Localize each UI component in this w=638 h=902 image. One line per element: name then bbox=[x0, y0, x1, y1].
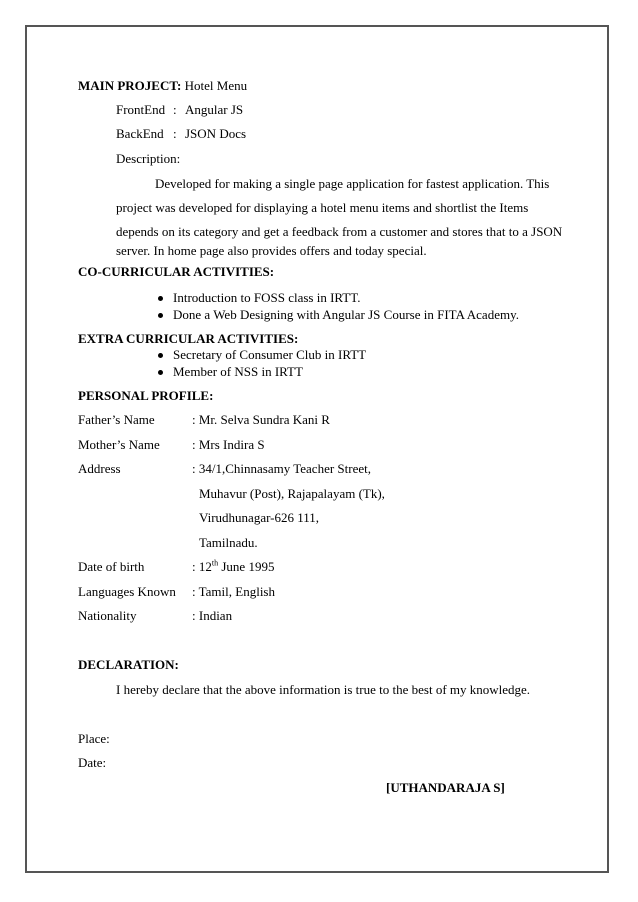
list-item-text: Member of NSS in IRTT bbox=[173, 364, 303, 379]
co-curricular-heading: CO-CURRICULAR ACTIVITIES: bbox=[78, 264, 275, 279]
main-project-heading: MAIN PROJECT: bbox=[78, 78, 182, 93]
list-item bbox=[173, 347, 366, 363]
place-label: Place: bbox=[78, 731, 110, 746]
declaration-heading: DECLARATION: bbox=[78, 657, 179, 672]
list-item bbox=[173, 290, 360, 306]
nationality-label: Nationality bbox=[78, 608, 137, 623]
bullet-icon bbox=[158, 313, 163, 318]
backend-label: BackEnd bbox=[116, 126, 164, 141]
backend-value: JSON Docs bbox=[185, 126, 247, 141]
address-line: Muhavur (Post), Rajapalayam (Tk), bbox=[199, 486, 385, 501]
bullet-icon bbox=[158, 296, 163, 301]
main-project-title: Hotel Menu bbox=[184, 78, 248, 93]
extra-curricular-heading: EXTRA CURRICULAR ACTIVITIES: bbox=[78, 331, 299, 346]
list-item-text: Introduction to FOSS class in IRTT. bbox=[173, 290, 361, 305]
dob-prefix: : 12 bbox=[192, 559, 212, 574]
address-line: Tamilnadu. bbox=[199, 535, 258, 550]
bullet-icon bbox=[158, 353, 163, 358]
dob-ordinal: th bbox=[211, 558, 219, 568]
description-line: project was developed for displaying a hotel menu items and shortlist the Items bbox=[116, 200, 529, 215]
address-label: Address bbox=[78, 461, 121, 476]
list-item-text: Secretary of Consumer Club in IRTT bbox=[173, 347, 367, 362]
mother-label: Mother’s Name bbox=[78, 437, 160, 452]
father-value: : Mr. Selva Sundra Kani R bbox=[192, 412, 330, 427]
nationality-value: : Indian bbox=[192, 608, 233, 623]
declaration-text: I hereby declare that the above information is true to the best of my knowledge. bbox=[116, 682, 531, 697]
father-label: Father’s Name bbox=[78, 412, 155, 427]
dob-label: Date of birth bbox=[78, 559, 145, 574]
frontend-value: Angular JS bbox=[185, 102, 244, 117]
list-item bbox=[173, 364, 303, 380]
address-line: : 34/1,Chinnasamy Teacher Street, bbox=[192, 461, 371, 476]
description-label: Description: bbox=[116, 151, 181, 166]
signature-name: [UTHANDARAJA S] bbox=[386, 780, 505, 795]
description-line: server. In home page also provides offers and today special. bbox=[116, 243, 427, 258]
dob-suffix: June 1995 bbox=[218, 559, 275, 574]
main-project-line bbox=[78, 78, 247, 94]
description-line: depends on its category and get a feedback from a customer and stores that to a JSON bbox=[116, 224, 563, 239]
list-item-text: Done a Web Designing with Angular JS Course in FITA Academy. bbox=[173, 307, 519, 322]
backend-sep: : bbox=[173, 126, 177, 141]
address-line: Virudhunagar-626 111, bbox=[199, 510, 320, 525]
languages-label: Languages Known bbox=[78, 584, 176, 599]
date-label: Date: bbox=[78, 755, 107, 770]
mother-value: : Mrs Indira S bbox=[192, 437, 265, 452]
bullet-icon bbox=[158, 370, 163, 375]
frontend-sep: : bbox=[173, 102, 177, 117]
list-item bbox=[173, 307, 519, 323]
description-line: Developed for making a single page application for fastest application. This bbox=[155, 176, 550, 191]
frontend-label: FrontEnd bbox=[116, 102, 166, 117]
dob-value bbox=[192, 559, 274, 575]
personal-profile-heading: PERSONAL PROFILE: bbox=[78, 388, 214, 403]
languages-value: : Tamil, English bbox=[192, 584, 275, 599]
